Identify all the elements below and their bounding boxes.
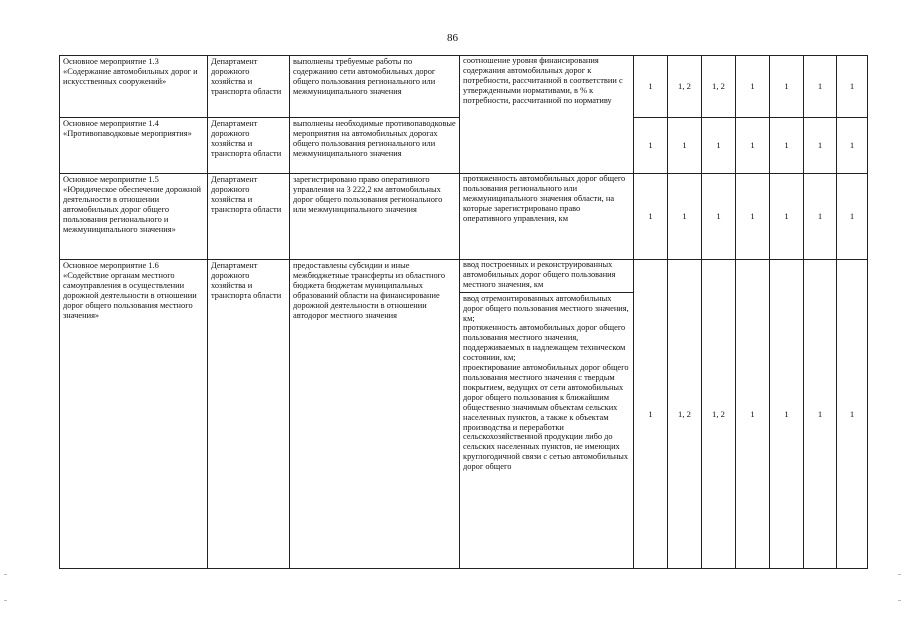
table-row (60, 56, 868, 118)
table-row (60, 174, 868, 260)
scan-edge-mark (4, 574, 7, 575)
measure-name: Основное мероприятие 1.4 «Противопаводковые мероприятия» (60, 118, 208, 174)
expected-result: зарегистрировано право оперативного управления на 3 222,2 км автомобильных дорог общего пользования регионального или межмуниципального значения (290, 174, 460, 260)
executor: Департамент дорожного хозяйства и транспорта области (208, 118, 290, 174)
value-cell: 1, 2 (668, 260, 702, 569)
indicator: ввод отремонтированных автомобильных дорог общего пользования местного значения, км; (463, 293, 629, 323)
value-cell: 1 (837, 118, 868, 174)
value-cell: 1 (668, 174, 702, 260)
value-cell: 1 (837, 56, 868, 118)
value-cell: 1 (668, 118, 702, 174)
value-cell: 1 (736, 174, 770, 260)
executor: Департамент дорожного хозяйства и транспорта области (208, 174, 290, 260)
scan-edge-mark (4, 600, 7, 601)
value-cell: 1, 2 (668, 56, 702, 118)
value-cell: 1 (770, 174, 804, 260)
value-cell: 1 (804, 118, 837, 174)
program-measures-table (59, 55, 868, 569)
value-cell: 1 (736, 56, 770, 118)
value-cell: 1, 2 (702, 260, 736, 569)
indicator: ввод построенных и реконструированных автомобильных дорог общего пользования местного значения, км (463, 260, 616, 289)
measure-name: Основное мероприятие 1.6 «Содействие органам местного самоуправления в осуществлении дорожной деятельности в отношении дорог общего пользования местного значения» (60, 260, 208, 569)
value-cell: 1 (702, 118, 736, 174)
measure-name: Основное мероприятие 1.5 «Юридическое обеспечение дорожной деятельности в отношении автомобильных дорог общего пользования регионального и межмуниципального значения» (60, 174, 208, 260)
executor: Департамент дорожного хозяйства и транспорта области (208, 260, 290, 569)
scan-edge-mark (898, 574, 901, 575)
value-cell: 1 (804, 260, 837, 569)
expected-result: выполнены необходимые противопаводковые мероприятия на автомобильных дорогах общего пользования регионального или межмуниципального значения (290, 118, 460, 174)
value-cell: 1 (837, 260, 868, 569)
value-cell: 1 (804, 56, 837, 118)
executor: Департамент дорожного хозяйства и транспорта области (208, 56, 290, 118)
value-cell: 1 (634, 174, 668, 260)
indicator: протяженность автомобильных дорог общего пользования регионального или межмуниципального значения области, на которые зарегистрировано право оперативного управления, км (460, 174, 634, 260)
value-cell: 1 (770, 260, 804, 569)
indicator-list (460, 292, 633, 472)
value-cell: 1 (770, 56, 804, 118)
indicator: соотношение уровня финансирования содержания автомобильных дорог к потребности, рассчитанной в соответствии с утвержденными нормативами, в % к потребности, рассчитанной по нормативу (460, 56, 634, 174)
value-cell: 1, 2 (702, 56, 736, 118)
table-row (60, 260, 868, 569)
value-cell: 1 (634, 56, 668, 118)
expected-result: предоставлены субсидии и иные межбюджетные трансферты из областного бюджета бюджетам муниципальных образований области на финансирование дорожной деятельности в отношении автодорог местного значения (290, 260, 460, 569)
value-cell: 1 (736, 118, 770, 174)
expected-result: выполнены требуемые работы по содержанию сети автомобильных дорог общего пользования регионального или межмуниципального значения (290, 56, 460, 118)
value-cell: 1 (634, 260, 668, 569)
measure-name: Основное мероприятие 1.3 «Содержание автомобильных дорог и искусственных сооружений» (60, 56, 208, 118)
indicator: проектирование автомобильных дорог общего пользования местного значения с твердым покрытием, ведущих от сети автомобильных дорог общего пользования к ближайшим общественно значимым объектам сельских населенных пунктов, а также к объектам производства и переработки сельскохозяйственной продукции либо до сельских населенных пунктов, не имеющих круглогодичной связи с сетью автомобильных дорог общего (463, 363, 629, 472)
scan-edge-mark (898, 600, 901, 601)
value-cell: 1 (702, 174, 736, 260)
value-cell: 1 (736, 260, 770, 569)
page-number: 86 (447, 32, 458, 44)
indicator-group (460, 260, 634, 569)
value-cell: 1 (770, 118, 804, 174)
value-cell: 1 (634, 118, 668, 174)
indicator: протяженность автомобильных дорог общего пользования местного значения, поддерживаемых в надлежащем техническом состоянии, км; (463, 323, 626, 363)
value-cell: 1 (837, 174, 868, 260)
value-cell: 1 (804, 174, 837, 260)
